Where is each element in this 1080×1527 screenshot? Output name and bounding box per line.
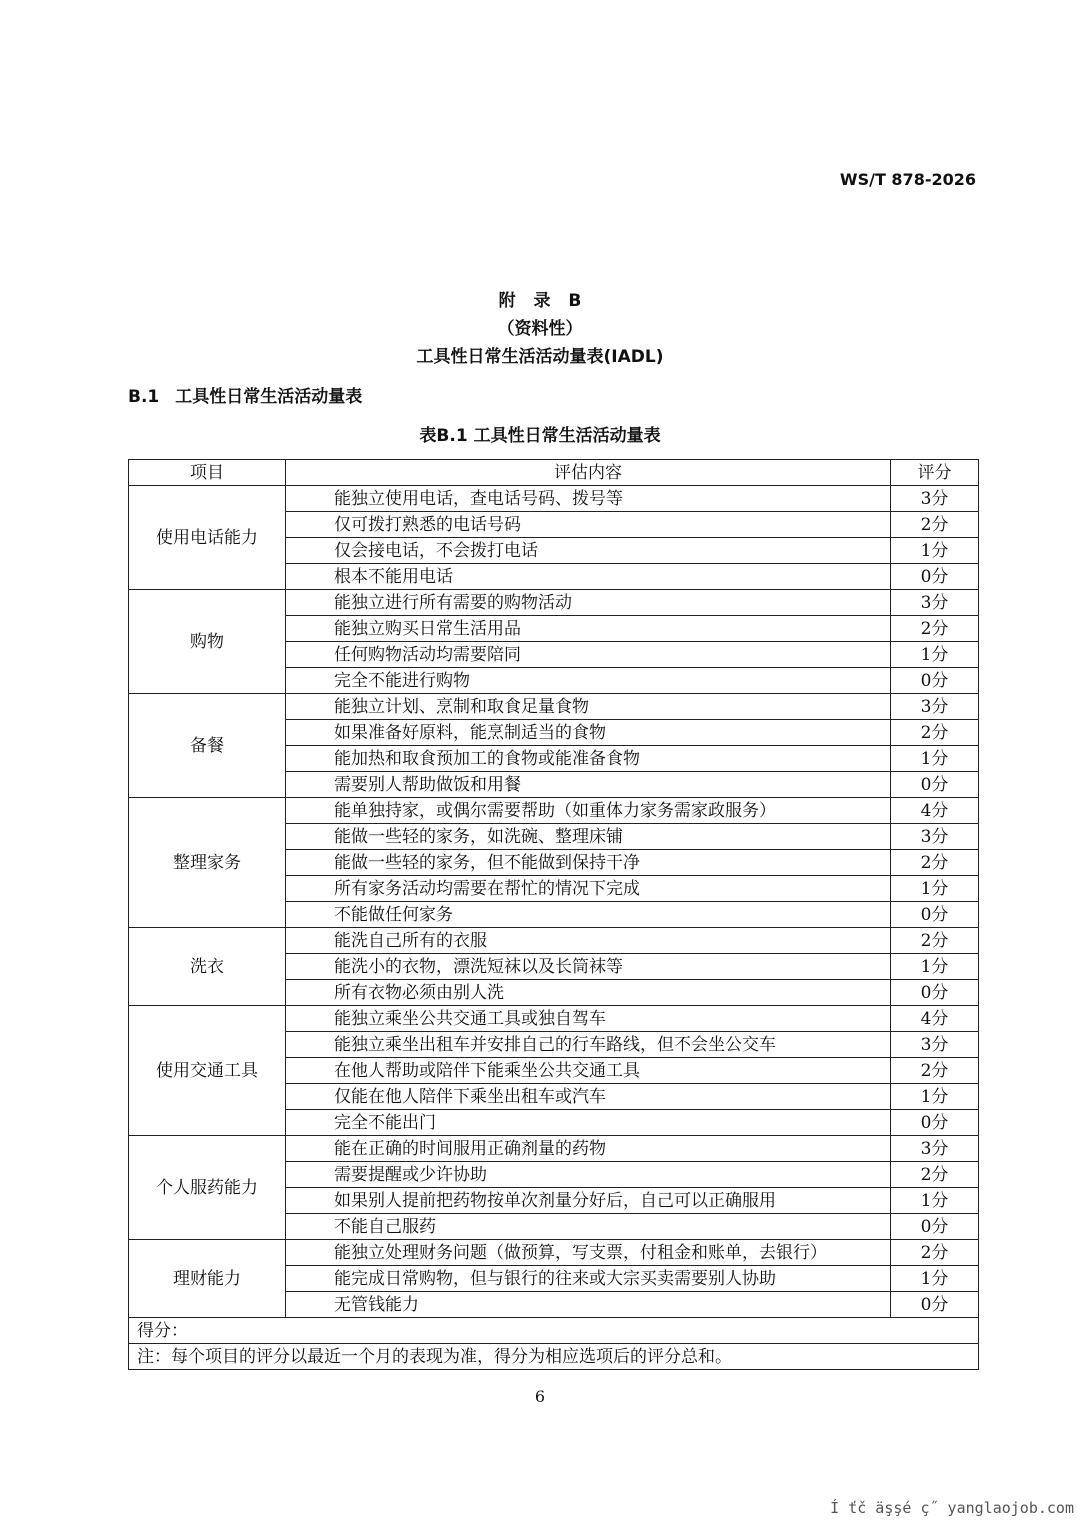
- content-cell: 仅能在他人陪伴下乘坐出租车或汽车: [286, 1084, 891, 1110]
- score-row: [129, 1318, 979, 1344]
- section-title: 工具性日常生活活动量表: [175, 387, 363, 407]
- score-cell: 1分: [891, 1188, 979, 1214]
- table-row: [129, 694, 979, 720]
- table-note: 注：每个项目的评分以最近一个月的表现为准，得分为相应选项后的评分总和。: [129, 1344, 979, 1370]
- table-row: [129, 1240, 979, 1266]
- section-heading: [128, 382, 362, 407]
- item-cell: 使用交通工具: [129, 1006, 286, 1136]
- content-cell: 仅可拨打熟悉的电话号码: [286, 512, 891, 538]
- header-score: 评分: [891, 460, 979, 486]
- appendix-nature: （资料性）: [497, 319, 583, 339]
- content-cell: 能做一些轻的家务，但不能做到保持干净: [286, 850, 891, 876]
- score-cell: 2分: [891, 1162, 979, 1188]
- item-cell: 使用电话能力: [129, 486, 286, 590]
- content-cell: 任何购物活动均需要陪同: [286, 642, 891, 668]
- content-cell: 能做一些轻的家务，如洗碗、整理床铺: [286, 824, 891, 850]
- score-cell: 3分: [891, 1136, 979, 1162]
- item-cell: 购物: [129, 590, 286, 694]
- score-cell: 2分: [891, 616, 979, 642]
- content-cell: 完全不能出门: [286, 1110, 891, 1136]
- content-cell: 能洗小的衣物，漂洗短袜以及长筒袜等: [286, 954, 891, 980]
- content-cell: 不能做任何家务: [286, 902, 891, 928]
- score-cell: 3分: [891, 694, 979, 720]
- score-cell: 3分: [891, 590, 979, 616]
- item-cell: 理财能力: [129, 1240, 286, 1318]
- score-cell: 1分: [891, 538, 979, 564]
- item-cell: 洗衣: [129, 928, 286, 1006]
- content-cell: 在他人帮助或陪伴下能乘坐公共交通工具: [286, 1058, 891, 1084]
- content-cell: 能完成日常购物，但与银行的往来或大宗买卖需要别人协助: [286, 1266, 891, 1292]
- score-cell: 4分: [891, 798, 979, 824]
- content-cell: 需要别人帮助做饭和用餐: [286, 772, 891, 798]
- content-cell: 完全不能进行购物: [286, 668, 891, 694]
- page-number: 6: [534, 1387, 546, 1406]
- score-cell: 2分: [891, 928, 979, 954]
- content-cell: 需要提醒或少许协助: [286, 1162, 891, 1188]
- score-cell: 0分: [891, 1110, 979, 1136]
- content-cell: 如果准备好原料，能烹制适当的食物: [286, 720, 891, 746]
- watermark: Í ťč äşşé ç˝ yanglaojob.com: [830, 1499, 1074, 1517]
- score-cell: 0分: [891, 668, 979, 694]
- score-cell: 2分: [891, 1240, 979, 1266]
- appendix-title: 附 录 B: [498, 291, 588, 311]
- content-cell: 所有家务活动均需要在帮忙的情况下完成: [286, 876, 891, 902]
- score-cell: 1分: [891, 876, 979, 902]
- content-cell: 能独立使用电话，查电话号码、拨号等: [286, 486, 891, 512]
- score-cell: 0分: [891, 1214, 979, 1240]
- table-header-row: [129, 460, 979, 486]
- score-cell: 3分: [891, 486, 979, 512]
- score-cell: 4分: [891, 1006, 979, 1032]
- header-item: 项目: [129, 460, 286, 486]
- table-row: [129, 1006, 979, 1032]
- content-cell: 能洗自己所有的衣服: [286, 928, 891, 954]
- table-row: [129, 486, 979, 512]
- section-number: B.1: [128, 387, 160, 407]
- score-cell: 0分: [891, 902, 979, 928]
- content-cell: 能单独持家，或偶尔需要帮助（如重体力家务需家政服务）: [286, 798, 891, 824]
- score-cell: 2分: [891, 850, 979, 876]
- item-cell: 备餐: [129, 694, 286, 798]
- content-cell: 能独立购买日常生活用品: [286, 616, 891, 642]
- score-cell: 2分: [891, 512, 979, 538]
- score-cell: 1分: [891, 954, 979, 980]
- table-body: [129, 486, 979, 1318]
- score-cell: 1分: [891, 1084, 979, 1110]
- score-cell: 1分: [891, 746, 979, 772]
- table-row: [129, 590, 979, 616]
- score-cell: 3分: [891, 824, 979, 850]
- table-row: [129, 798, 979, 824]
- content-cell: 能独立乘坐公共交通工具或独自驾车: [286, 1006, 891, 1032]
- score-cell: 0分: [891, 772, 979, 798]
- content-cell: 根本不能用电话: [286, 564, 891, 590]
- content-cell: 如果别人提前把药物按单次剂量分好后，自己可以正确服用: [286, 1188, 891, 1214]
- content-cell: 不能自己服药: [286, 1214, 891, 1240]
- score-cell: 3分: [891, 1032, 979, 1058]
- header-content: 评估内容: [286, 460, 891, 486]
- content-cell: 能加热和取食预加工的食物或能准备食物: [286, 746, 891, 772]
- content-cell: 所有衣物必须由别人洗: [286, 980, 891, 1006]
- note-row: [129, 1344, 979, 1370]
- content-cell: 能独立处理财务问题（做预算，写支票，付租金和账单，去银行）: [286, 1240, 891, 1266]
- content-cell: 无管钱能力: [286, 1292, 891, 1318]
- iadl-table: [128, 459, 979, 1370]
- table-row: [129, 1136, 979, 1162]
- table-row: [129, 928, 979, 954]
- score-cell: 0分: [891, 980, 979, 1006]
- score-label: 得分：: [129, 1318, 979, 1344]
- appendix-heading: 工具性日常生活活动量表(IADL): [416, 347, 664, 367]
- score-cell: 0分: [891, 1292, 979, 1318]
- content-cell: 能独立计划、烹制和取食足量食物: [286, 694, 891, 720]
- score-cell: 2分: [891, 720, 979, 746]
- table-caption: 表B.1 工具性日常生活活动量表: [419, 426, 661, 446]
- item-cell: 整理家务: [129, 798, 286, 928]
- score-cell: 1分: [891, 1266, 979, 1292]
- content-cell: 能在正确的时间服用正确剂量的药物: [286, 1136, 891, 1162]
- content-cell: 能独立进行所有需要的购物活动: [286, 590, 891, 616]
- content-cell: 仅会接电话，不会拨打电话: [286, 538, 891, 564]
- item-cell: 个人服药能力: [129, 1136, 286, 1240]
- score-cell: 1分: [891, 642, 979, 668]
- document-code: WS/T 878-2026: [839, 170, 976, 189]
- content-cell: 能独立乘坐出租车并安排自己的行车路线，但不会坐公交车: [286, 1032, 891, 1058]
- score-cell: 2分: [891, 1058, 979, 1084]
- score-cell: 0分: [891, 564, 979, 590]
